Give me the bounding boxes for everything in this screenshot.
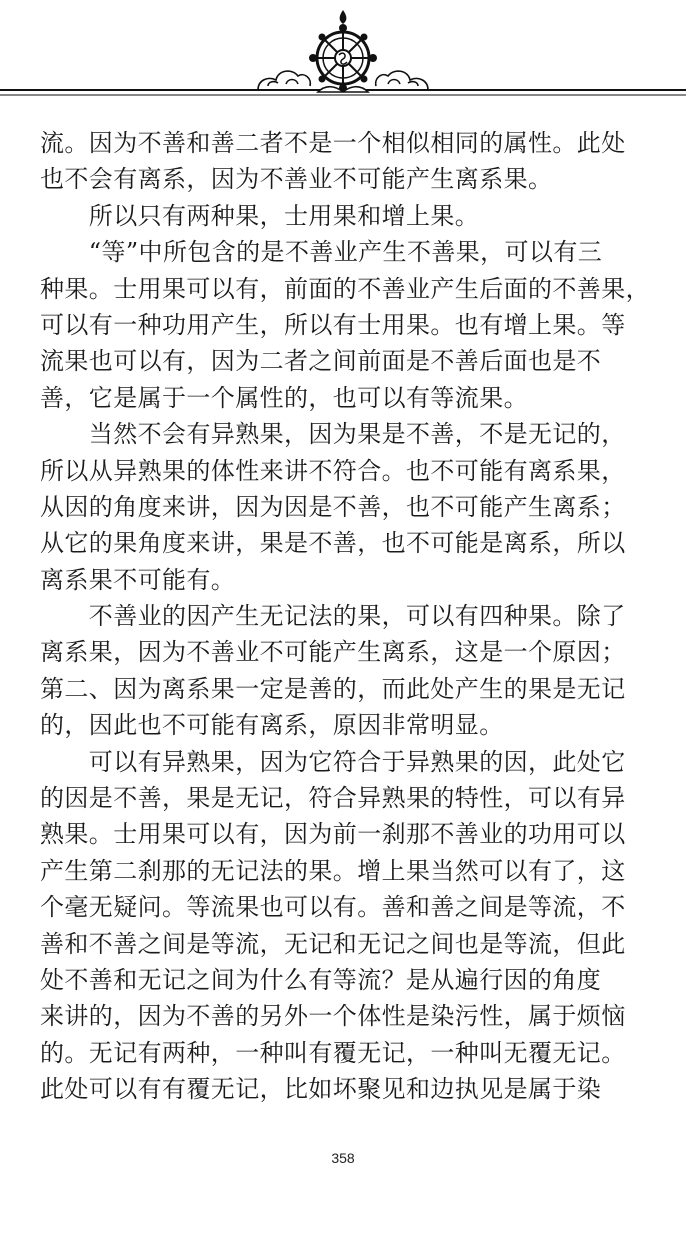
text-line: 产生第二刹那的无记法的果。增上果当然可以有了，这 (40, 856, 626, 885)
text-line: 流果也可以有，因为二者之间前面是不善后面也是不 (40, 347, 602, 376)
text-line: 善，它是属于一个属性的，也可以有等流果。 (40, 383, 528, 412)
text-line: 的因是不善，果是无记，符合异熟果的特性，可以有异 (40, 784, 626, 813)
text-line: 个毫无疑问。等流果也可以有。善和善之间是等流，不 (40, 893, 626, 922)
text-line: 第二、因为离系果一定是善的，而此处产生的果是无记 (40, 674, 626, 703)
body-text (40, 125, 650, 1108)
text-line: 所以从异熟果的体性来讲不符合。也不可能有离系果， (40, 456, 626, 485)
text-line: 也不会有离系，因为不善业不可能产生离系果。 (40, 165, 553, 194)
text-line: 当然不会有异熟果，因为果是不善，不是无记的， (40, 420, 626, 449)
text-line: 种果。士用果可以有，前面的不善业产生后面的不善果， (40, 274, 650, 303)
text-line: 此处可以有有覆无记，比如坏聚见和边执见是属于染 (40, 1075, 602, 1104)
text-line: 离系果，因为不善业不可能产生离系，这是一个原因； (40, 638, 626, 667)
text-line: 的，因此也不可能有离系，原因非常明显。 (40, 711, 504, 740)
text-line: 熟果。士用果可以有，因为前一刹那不善业的功用可以 (40, 820, 626, 849)
text-line: 离系果不可能有。 (40, 565, 236, 594)
text-line: 善和不善之间是等流，无记和无记之间也是等流，但此 (40, 929, 626, 958)
text-line: 可以有一种功用产生，所以有士用果。也有增上果。等 (40, 310, 626, 339)
page-header (0, 0, 686, 110)
text-line: 处不善和无记之间为什么有等流？是从遍行因的角度 (40, 965, 602, 994)
text-line: 来讲的，因为不善的另外一个体性是染污性，属于烦恼 (40, 1002, 626, 1031)
text-line: 从它的果角度来讲，果是不善，也不可能是离系，所以 (40, 529, 626, 558)
text-line: “等”中所包含的是不善业产生不善果，可以有三 (40, 238, 603, 267)
page-number: 358 (331, 1150, 355, 1166)
text-line: 可以有异熟果，因为它符合于异熟果的因，此处它 (40, 747, 626, 776)
text-line: 流。因为不善和善二者不是一个相似相同的属性。此处 (40, 129, 626, 157)
dharma-wheel-icon (0, 0, 686, 110)
text-line: 所以只有两种果，士用果和增上果。 (40, 201, 480, 230)
text-line: 从因的角度来讲，因为因是不善，也不可能产生离系； (40, 492, 626, 521)
text-line: 的。无记有两种，一种叫有覆无记，一种叫无覆无记。 (40, 1038, 626, 1067)
text-line: 不善业的因产生无记法的果，可以有四种果。除了 (40, 602, 626, 631)
